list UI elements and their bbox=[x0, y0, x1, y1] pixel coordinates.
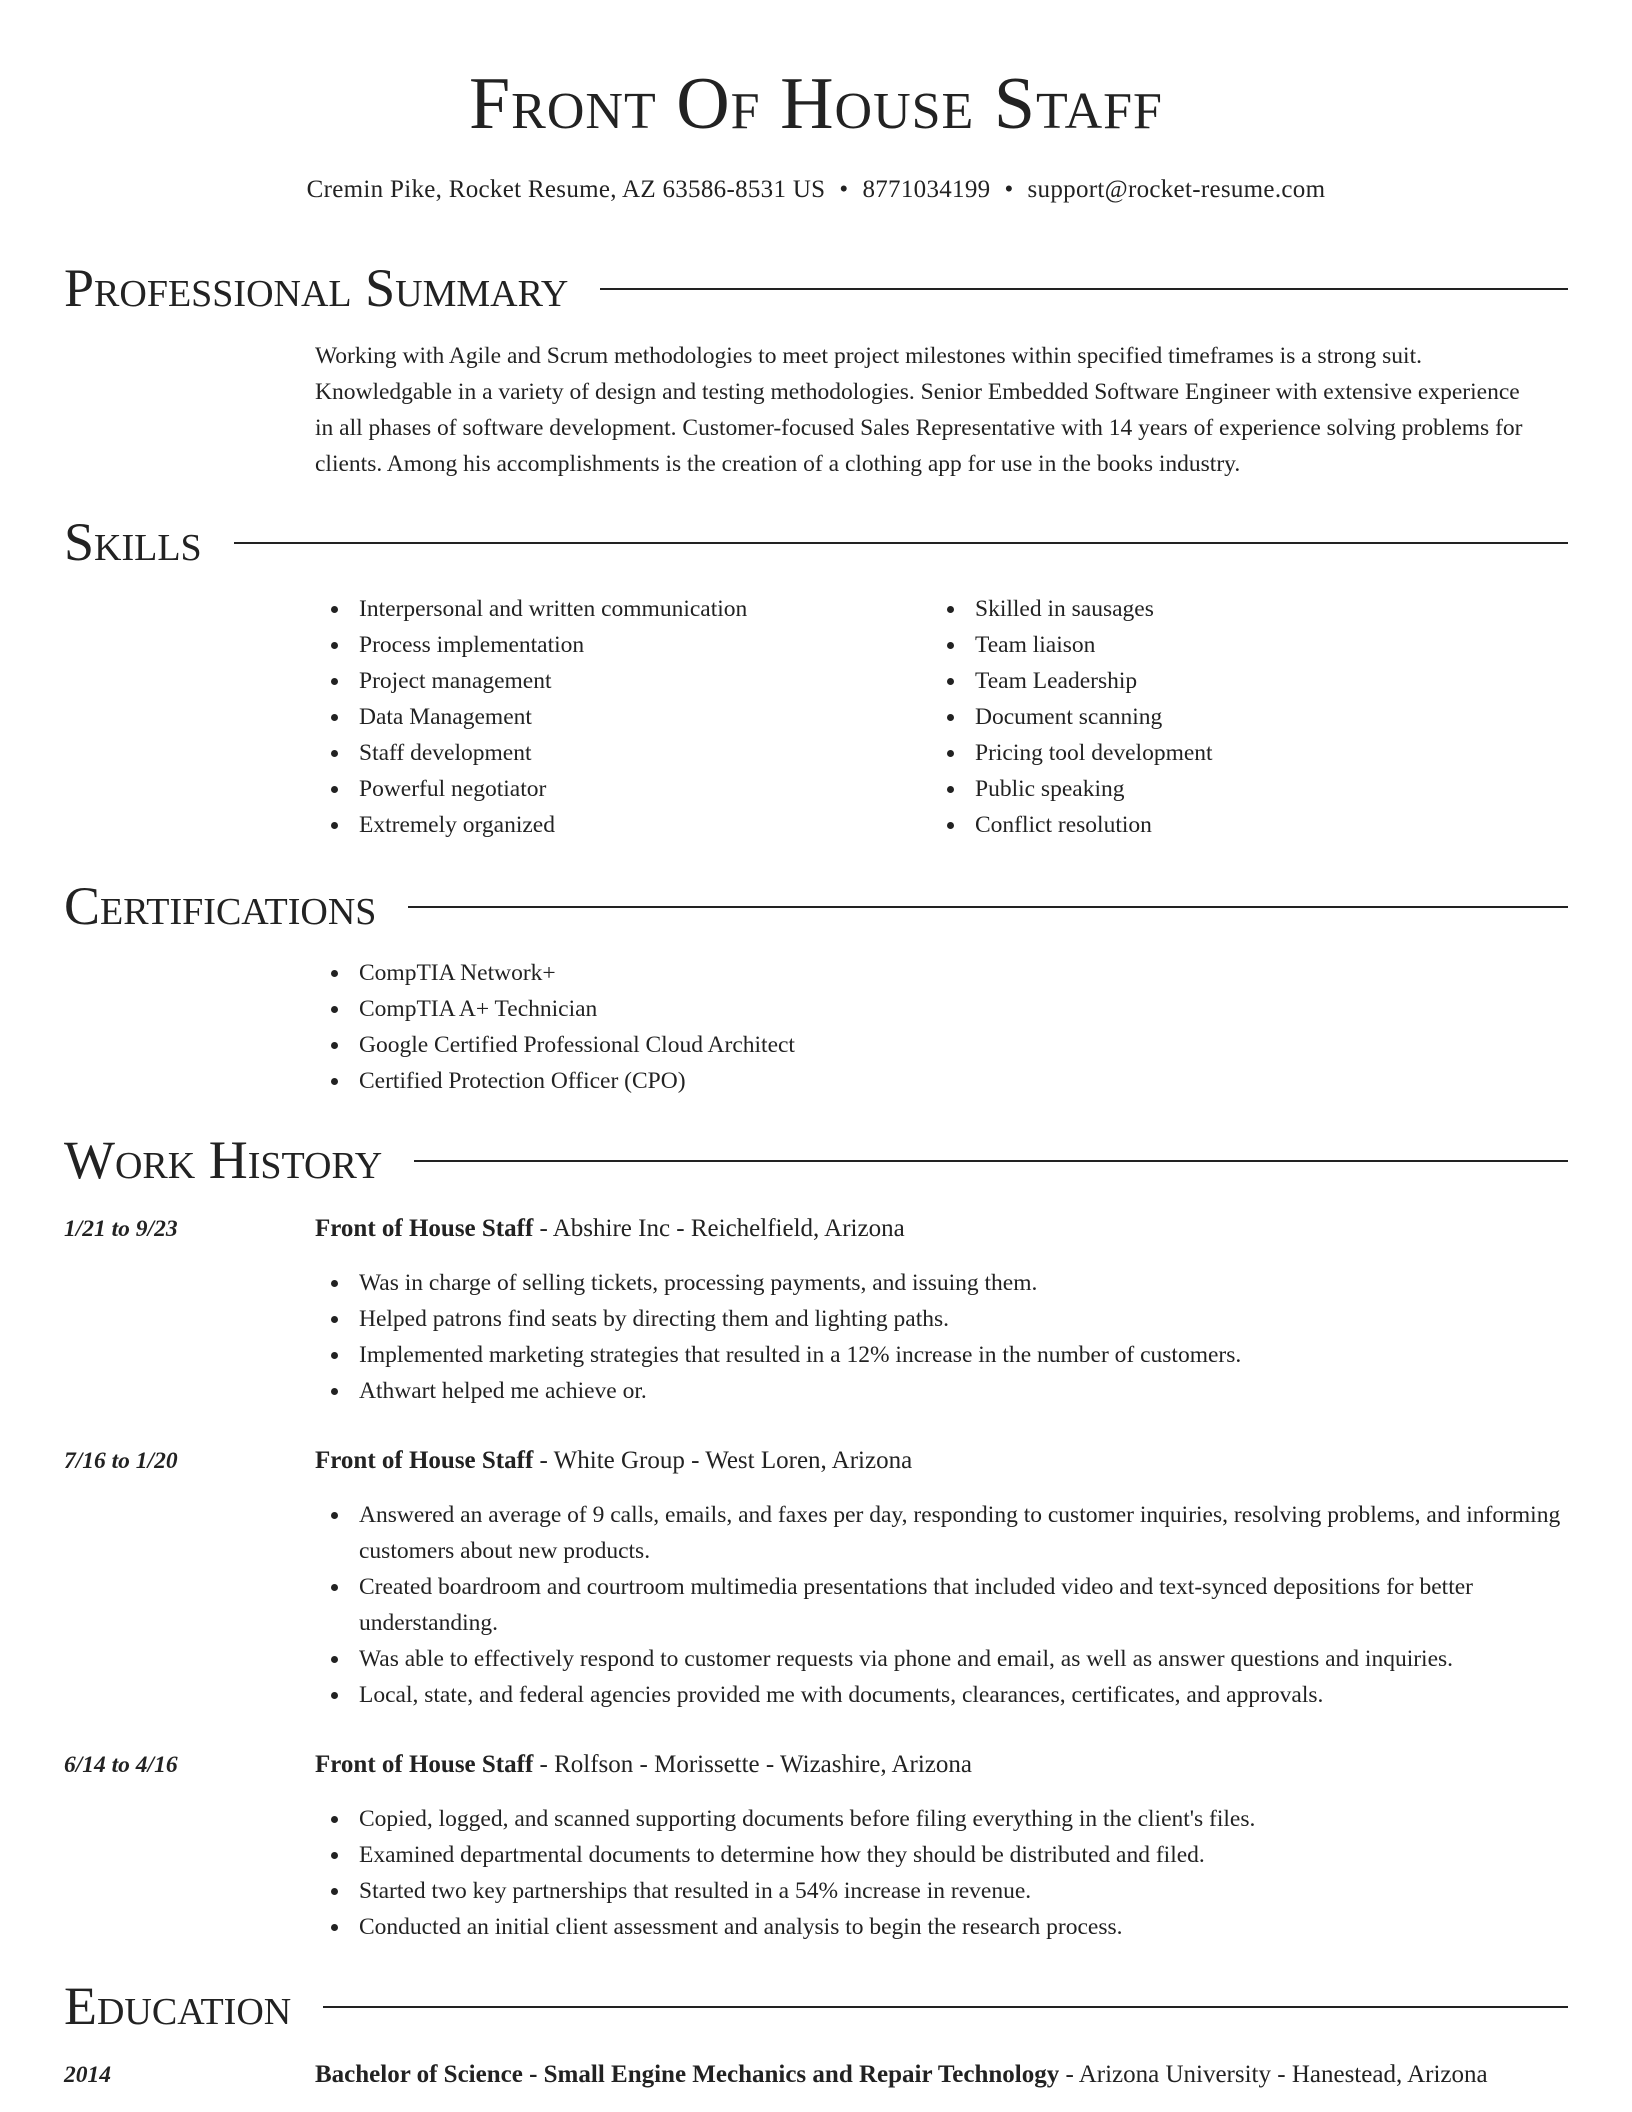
skills-column-left bbox=[315, 591, 875, 843]
duty-item: Helped patrons find seats by directing them and lighting paths. bbox=[315, 1301, 1568, 1337]
skill-item: Process implementation bbox=[315, 627, 875, 663]
duty-item: Local, state, and federal agencies provided me with documents, clearances, certificates, and approvals. bbox=[315, 1677, 1568, 1713]
contact-separator: • bbox=[839, 176, 849, 203]
section-header-skills bbox=[64, 512, 1568, 572]
section-divider bbox=[414, 1160, 1568, 1162]
section-divider bbox=[323, 2006, 1568, 2008]
section-title-summary: Professional Summary bbox=[64, 258, 569, 318]
job-dates: 1/21 to 9/23 bbox=[64, 1216, 178, 1242]
certification-item: CompTIA A+ Technician bbox=[315, 991, 1535, 1027]
duty-item: Created boardroom and courtroom multimedia presentations that included video and text-synced depositions for better understanding. bbox=[315, 1569, 1568, 1641]
education-institution: - Arizona University - Hanestead, Arizona bbox=[1059, 2061, 1488, 2088]
duties-list bbox=[315, 1265, 1568, 1409]
job-company: - White Group - West Loren, Arizona bbox=[533, 1447, 913, 1474]
job-company: - Rolfson - Morissette - Wizashire, Arizona bbox=[533, 1751, 972, 1778]
duty-item: Answered an average of 9 calls, emails, and faxes per day, responding to customer inquiries, resolving problems, and informing customers about new products. bbox=[315, 1497, 1568, 1569]
duties-list bbox=[315, 1497, 1568, 1713]
section-header-education bbox=[64, 1976, 1568, 2036]
education-year: 2014 bbox=[64, 2062, 111, 2088]
job-title: Front of House Staff bbox=[315, 1751, 534, 1778]
skill-item: Data Management bbox=[315, 699, 875, 735]
job-company: - Abshire Inc - Reichelfield, Arizona bbox=[533, 1215, 905, 1242]
job-dates: 6/14 to 4/16 bbox=[64, 1752, 178, 1778]
section-title-work-history: Work History bbox=[64, 1130, 383, 1190]
job-heading bbox=[315, 1211, 1568, 1247]
skill-item: Staff development bbox=[315, 735, 875, 771]
job-duties bbox=[315, 1265, 1568, 1409]
skill-item: Team liaison bbox=[931, 627, 1491, 663]
contact-separator: • bbox=[1004, 176, 1014, 203]
contact-line bbox=[0, 174, 1632, 206]
section-title-certifications: Certifications bbox=[64, 876, 377, 936]
skills-column-right bbox=[931, 591, 1491, 843]
certification-item: Google Certified Professional Cloud Architect bbox=[315, 1027, 1535, 1063]
section-header-summary bbox=[64, 258, 1568, 318]
section-header-work-history bbox=[64, 1130, 1568, 1190]
duty-item: Was able to effectively respond to customer requests via phone and email, as well as answer questions and inquiries. bbox=[315, 1641, 1568, 1677]
duty-item: Conducted an initial client assessment and analysis to begin the research process. bbox=[315, 1909, 1568, 1945]
section-divider bbox=[408, 906, 1568, 908]
duty-item: Started two key partnerships that resulted in a 54% increase in revenue. bbox=[315, 1873, 1568, 1909]
duty-item: Implemented marketing strategies that resulted in a 12% increase in the number of customers. bbox=[315, 1337, 1568, 1373]
skills-list bbox=[931, 591, 1491, 843]
job-duties bbox=[315, 1497, 1568, 1713]
job-dates: 7/16 to 1/20 bbox=[64, 1448, 178, 1474]
education-degree-line bbox=[315, 2057, 1568, 2093]
contact-email: support@rocket-resume.com bbox=[1027, 176, 1326, 203]
section-divider bbox=[600, 288, 1568, 290]
duty-item: Examined departmental documents to determine how they should be distributed and filed. bbox=[315, 1837, 1568, 1873]
skill-item: Pricing tool development bbox=[931, 735, 1491, 771]
section-header-certifications bbox=[64, 876, 1568, 936]
skill-item: Extremely organized bbox=[315, 807, 875, 843]
skill-item: Skilled in sausages bbox=[931, 591, 1491, 627]
certifications-list bbox=[315, 955, 1535, 1099]
section-title-skills: Skills bbox=[64, 512, 202, 572]
contact-phone: 8771034199 bbox=[862, 176, 991, 203]
skill-item: Interpersonal and written communication bbox=[315, 591, 875, 627]
duties-list bbox=[315, 1801, 1568, 1945]
certifications bbox=[315, 955, 1535, 1099]
job-heading bbox=[315, 1443, 1568, 1479]
duty-item: Was in charge of selling tickets, processing payments, and issuing them. bbox=[315, 1265, 1568, 1301]
candidate-name: Front Of House Staff bbox=[469, 63, 1163, 145]
skill-item: Project management bbox=[315, 663, 875, 699]
job-heading bbox=[315, 1747, 1568, 1783]
job-duties bbox=[315, 1801, 1568, 1945]
duty-item: Copied, logged, and scanned supporting documents before filing everything in the client's files. bbox=[315, 1801, 1568, 1837]
certification-item: CompTIA Network+ bbox=[315, 955, 1535, 991]
skill-item: Conflict resolution bbox=[931, 807, 1491, 843]
skill-item: Public speaking bbox=[931, 771, 1491, 807]
duty-item: Athwart helped me achieve or. bbox=[315, 1373, 1568, 1409]
professional-summary: Working with Agile and Scrum methodologies to meet project milestones within specified timeframes is a strong suit. Knowledgable in a variety of design and testing methodologies. Senior Embedded Software Engineer with extensive experience in all phases of software development. Customer-focused Sales Representative with 14 years of experience solving problems for clients. Among his accomplishments is the creation of a clothing app for use in the books industry. bbox=[315, 343, 1523, 477]
job-title: Front of House Staff bbox=[315, 1215, 534, 1242]
education-degree: Bachelor of Science - Small Engine Mechanics and Repair Technology bbox=[315, 2061, 1060, 2088]
section-title-education: Education bbox=[64, 1976, 292, 2036]
section-divider bbox=[234, 542, 1568, 544]
skill-item: Team Leadership bbox=[931, 663, 1491, 699]
skills-list bbox=[315, 591, 875, 843]
certification-item: Certified Protection Officer (CPO) bbox=[315, 1063, 1535, 1099]
skill-item: Powerful negotiator bbox=[315, 771, 875, 807]
job-title: Front of House Staff bbox=[315, 1447, 534, 1474]
contact-address: Cremin Pike, Rocket Resume, AZ 63586-8531 US bbox=[306, 176, 826, 203]
skill-item: Document scanning bbox=[931, 699, 1491, 735]
